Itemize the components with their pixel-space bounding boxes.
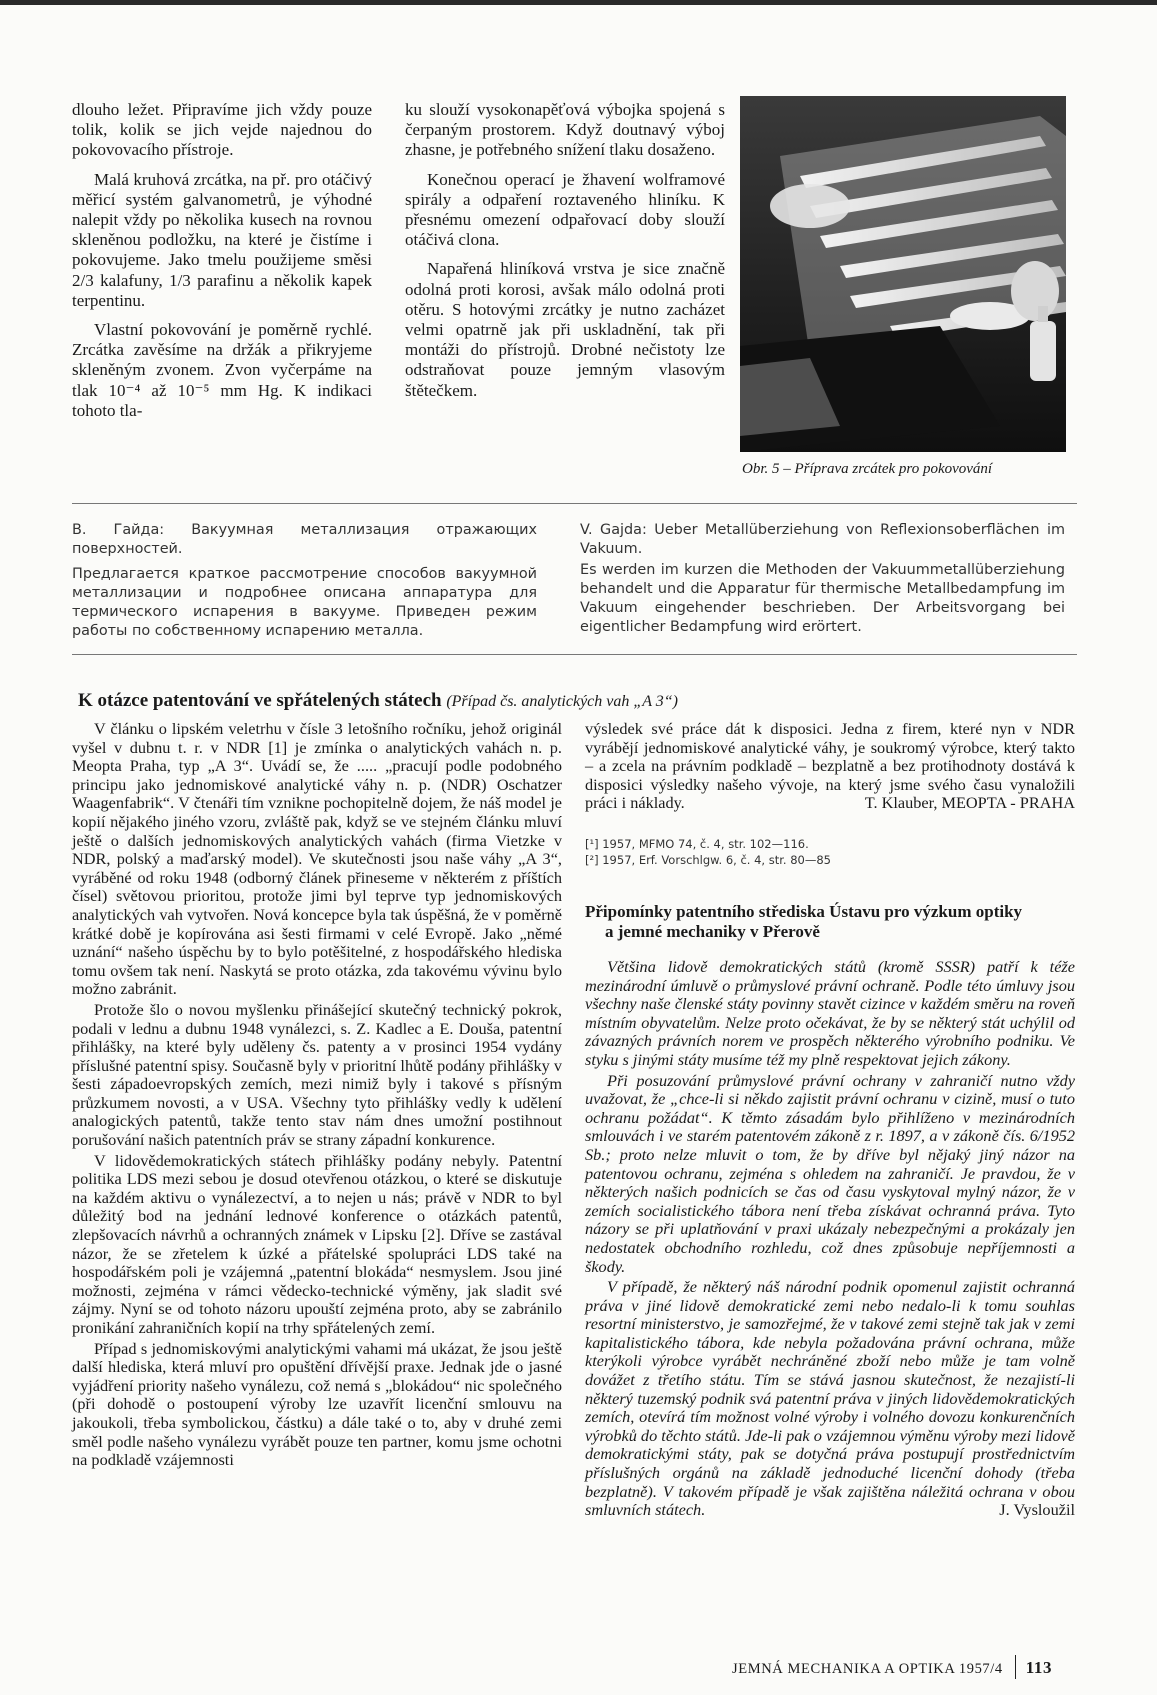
column-2	[405, 100, 725, 401]
article-left-column	[72, 720, 562, 1470]
paragraph: Napařená hliníková vrstva je sice značně odolná proti korosi, avšak málo odolná proti otěru. S hotovými zrcátky je nutno zacházet velmi opatrně jak při uskladnění, tak při montáži do přístrojů. Drobné nečistoty lze odstraňovat pouze jemným vlasovým štětečkem.	[405, 259, 725, 400]
paragraph: Při posuzování průmyslové právní ochrany v zahraničí nutno vždy uvažovat, že „chce-li si někdo zajistit právní ochranu v cizině, musí o tuto ochranu požádat“. K těmto zásadám bylo přihlíženo v mezinárodních smlouvách i ve starém patentovém zákoně z r. 1897, a v zákoně čís. 6/1952 Sb.; proto nelze mluvit o tom, že by dříve byl nějaký jiný názor na patentovou ochranu, zejména s ohledem na zahraničí. Je pravdou, že v některých našich podnicích se čas od času vyskytoval mylný názor, že v zemích socialistického tábora není třeba získávat ochranná práva. Tyto názory se při uplatňování v praxi ukázaly nebezpečnými a prokázaly jen nedostatek obchodního rozhledu, což dnes způsobuje nepříjemnosti a škody.	[585, 1070, 1075, 1276]
signature: J. Vysloužil	[999, 1499, 1075, 1519]
references	[585, 836, 1075, 868]
divider	[72, 654, 1077, 655]
paragraph: Malá kruhová zrcátka, na př. pro otáčivý měřicí systém galvanometrů, je výhodné nalepit vždy po několika kusech na rovnou skleněnou podložku, na které je čistíme i pokovujeme. Jako tmelu použijeme směsi 2/3 kalafuny, 1/3 parafinu a několik kapek terpentinu.	[72, 169, 372, 310]
paragraph: V případě, že některý náš národní podnik opomenul zajistit ochranná práva v jiné lidově demokratické zemi nebo nedalo-li k tomu souhlas resortní ministerstvo, je samozřejmé, že v takové zemi stejně tak jak v zemi kapitalistického tábora, kde nebyla požadována právní ochrana, může kterýkoli výrobce vyrábět nechráněné zboží nebo může je tam volně dovážet z třetího státu. Tím se stává jasnou skutečnost, že nezajistí-li některý tuzemský podnik svá patentní práva v jiných lidovědemokratických zemích, otevírá tím možnost volné výroby i volného dovozu konkurenčních výrobků do těchto států. Jde-li pak o vzájemnou výměnu výroby mezi lidově demokratickými státy, pak se dotyčná práva postupují prostřednictvím příslušných orgánů na základě jednoduché licenční dohody (třeba bezplatně). V takovém případě je však zajištěna náležitá ochrana v obou smluvních státech.	[585, 1277, 1075, 1520]
page-top-rule	[0, 0, 1157, 5]
note-heading-line: Připomínky patentního střediska Ústavu pro výzkum optiky	[585, 902, 1023, 921]
note-heading	[585, 902, 1075, 942]
reference-item: [¹] 1957, MFMO 74, č. 4, str. 102—116.	[585, 837, 809, 851]
abstract-russian	[72, 521, 537, 641]
paragraph: dlouho ležet. Připravíme jich vždy pouze tolik, kolik se jich vejde najednou do pokovovacího přístroje.	[72, 100, 372, 160]
abstract-text: Es werden im kurzen die Methoden der Vakuummetallüberziehung behandelt und die Apparatur für thermische Metallbedampfung im Vakuum eingehender beschrieben. Der Arbeitsvorgang bei eigentlicher Bedampfung wird erörtert.	[580, 562, 1065, 635]
paragraph: ku slouží vysokonapěťová výbojka spojená s čerpaným prostorem. Když doutnavý výboj zhasne, je potřebného snížení tlaku dosaženo.	[405, 100, 725, 160]
paragraph: Konečnou operací je žhavení wolframové spirály a odpaření roztaveného hliníku. K přesnému omezení odpařovací doby slouží otáčivá clona.	[405, 169, 725, 250]
paragraph: Případ s jednomiskovými analytickými vahami má ukázat, že jsou ještě další hlediska, která mluví pro opuštění dřívější praxe. Jednak jde o jasné vyjádření priority našeho vynálezu, což nemá s „blokádou“ nic společného (při dohodě o postoupení výroby lze uzavřít licenční smlouvu na jakoukoli, třeba symbolickou, částku) a dále také o to, aby v druhé zemi směl podle našeho vynálezu vyrábět pouze ten partner, komu jsme ochotni na podkladě vzájemnosti	[72, 1338, 562, 1470]
photo-illustration	[740, 96, 1066, 452]
article-right-column	[585, 720, 1075, 813]
paragraph: výsledek své práce dát k disposici. Jedna z firem, které nyn v NDR vyrábějí jednomiskové analytické váhy, je soukromý výrobce, který takto – a zcela na právním podkladě – bezplatně a bez protihodnoty dostává k disposici výsledky našeho vývoje, na který jsme svého času vynaložili práci i náklady.	[585, 719, 1075, 813]
note-body	[585, 958, 1075, 1519]
article-title	[78, 690, 1078, 712]
paragraph: Protože šlo o novou myšlenku přinášející skutečný technický pokrok, podali v lednu a dubnu 1948 vynálezci, s. Z. Kadlec a E. Douša, patentní přihlášky, na které byly uděleny čs. patenty a v prosinci 1954 vydány příslušné patentní spisy. Současně byly v prioritní lhůtě podány přihlášky v šesti západoevropských zemích, mezi nimiž byly i takové s přísným průzkumem novosti, a v USA. Všechny tyto přihlášky vedly k udělení analogických patentů, takže tento stav nám dnes umožní postihnout porušování našich patentních práv se strany západní konkurence.	[72, 999, 562, 1150]
abstract-text: Предлагается краткое рассмотрение способов вакуумной металлизации и подробнее описана аппаратура для термического испарения в вакууме. Приведен режим работы по собственному испарению металла.	[72, 566, 537, 639]
note-heading-line: a jemné mechaniky v Přerově	[605, 922, 820, 941]
figure-photo-mirror-preparation	[740, 96, 1066, 452]
signature: T. Klauber, MEOPTA - PRAHA	[864, 792, 1075, 812]
paragraph: V článku o lipském veletrhu v čísle 3 letošního ročníku, jehož originál vyšel v dubnu t. r. v NDR [1] je zmínka o analytických vahách n. p. Meopta Praha, typ „A 3“. Uvádí se, že ..... „pracují podle podobného principu jako jednomiskové analytické váhy n. p. (NDR) Oschatzer Waagenfabrik“. V čtenáři tím vznikne pochopitelně dojem, že náš model je kopií nějakého jiného vzoru, zvláště pak, když se ve stejném článku mluví ještě o dalších jednomiskových analytických vahách (firma Vietzke v NDR, polský a maďarský model). Ve skutečnosti jsou naše váhy „A 3“, vyráběné od roku 1948 (odborný článek přineseme v některém z příštích čísel) světovou prioritou, protože jimi byl teprve typ jednomiskových analytických vah vytvořen. Nová koncepce byla tak úspěšná, že v poměrně krátké době je kopírována asi šesti firmami v celé Evropě. Jako „němé uznání“ našeho úspěchu by to bylo potěšitelné, z hospodářského hlediska tomu ovšem tak není. Naskytá se proto otázka, zda takovému vývinu bylo možno zabránit.	[72, 719, 562, 999]
article-subtitle: (Případ čs. analytických vah „A 3“)	[446, 693, 678, 710]
paragraph: V lidovědemokratických státech přihlášky podány nebyly. Patentní politika LDS mezi sebou je dosud otevřenou otázkou, o které se diskutuje na každém aktivu o vynálezectví, a to nejen u nás; právě v NDR to byl důležitý bod na jednání lednové konference o otázkách patentů, zlepšovacích návrhů a ochranných známek v Lipsku [2]. Dříve se zastával názor, že se zřetelem k úzké a přátelské spolupráci LDS také na hospodářském poli je vzájemná „patentní blokáda“ nesmyslem. Jsou jiné možnosti, zejména v rámci vědecko-technické výměny, jak sladit své zájmy. Nyní se od tohoto názoru upouští zejména proto, aby se zabránilo pronikání zahraničních kopií na trhy spřátelených zemí.	[72, 1150, 562, 1337]
column-1	[72, 100, 372, 421]
abstract-german	[580, 521, 1065, 637]
paragraph: Vlastní pokovování je poměrně rychlé. Zrcátka zavěsíme na držák a přikryjeme skleněným zvonem. Zvon vyčerpáme na tlak 10⁻⁴ až 10⁻⁵ mm Hg. K indikaci tohoto tla-	[72, 320, 372, 420]
page-footer	[732, 1655, 1052, 1679]
journal-name: JEMNÁ MECHANIKA A OPTIKA 1957/4	[732, 1661, 1003, 1677]
reference-item: [²] 1957, Erf. Vorschlgw. 6, č. 4, str. 80—85	[585, 853, 831, 867]
divider	[72, 503, 1077, 504]
abstract-heading: В. Гайда: Вакуумная металлизация отражающих поверхностей.	[72, 522, 537, 557]
article-title-text: K otázce patentování ve spřátelených státech	[78, 690, 442, 711]
page-number: 113	[1025, 1658, 1053, 1677]
abstract-heading: V. Gajda: Ueber Metallüberziehung von Reflexionsoberflächen im Vakuum.	[580, 522, 1065, 557]
figure-caption: Obr. 5 – Příprava zrcátek pro pokovování	[742, 461, 993, 477]
paragraph: Většina lidově demokratických států (kromě SSSR) patří k téže mezinárodní úmluvě o průmyslové právní ochraně. Podle této úmluvy jsou všechny naše členské státy povinny stavět cizince v každém směru na roveň místním obyvatelům. Nelze proto očekávat, že by se některý stát uchýlil od závazných právních norem ve prospěch některého výrobního podniku. Ve styku s jinými státy musíme též my plně respektovat jejich zákony.	[585, 957, 1075, 1069]
footer-separator	[1015, 1655, 1016, 1679]
